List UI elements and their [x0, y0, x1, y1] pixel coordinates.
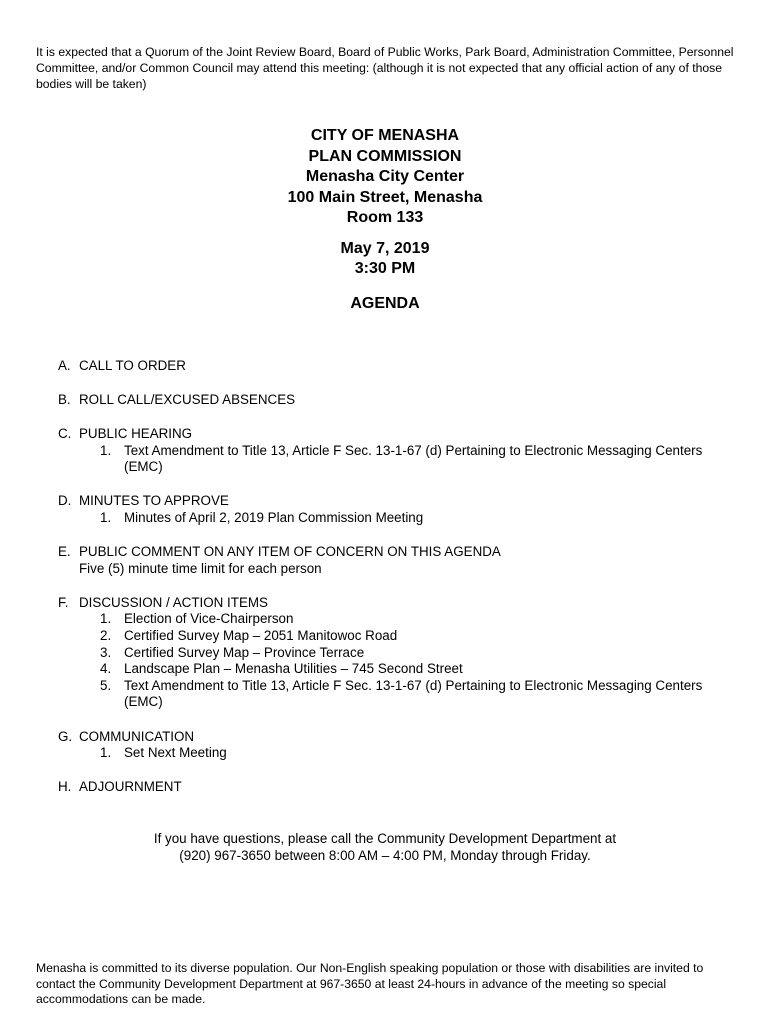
section-letter: D.: [58, 493, 72, 509]
section-items: [100, 443, 738, 476]
item-text: Text Amendment to Title 13, Article F Sec. 13-1-67 (d) Pertaining to Electronic Messaging Centers (EMC): [124, 442, 703, 475]
item-text: Certified Survey Map – Province Terrace: [124, 644, 365, 660]
agenda-section: [58, 595, 738, 711]
room-number: Room 133: [346, 209, 424, 226]
agenda-item: [100, 661, 738, 678]
item-number: 1.: [100, 442, 112, 458]
agenda-item: [100, 645, 738, 662]
agenda-item: [100, 745, 738, 762]
section-items: [100, 745, 738, 762]
org-name: CITY OF MENASHA: [310, 127, 460, 144]
section-title: CALL TO ORDER: [79, 358, 186, 373]
section-items: [100, 611, 738, 711]
section-letter: C.: [58, 426, 72, 442]
section-letter: B.: [58, 392, 71, 408]
item-number: 2.: [100, 628, 112, 644]
section-letter: G.: [58, 728, 73, 744]
agenda-list: [58, 358, 738, 813]
item-text: Election of Vice-Chairperson: [124, 611, 294, 627]
agenda-section: [58, 358, 738, 375]
item-text: Landscape Plan – Menasha Utilities – 745 Second Street: [124, 661, 463, 677]
agenda-item: [100, 443, 738, 476]
agenda-section: [58, 392, 738, 409]
section-title: DISCUSSION / ACTION ITEMS: [79, 594, 268, 610]
section-letter: A.: [58, 358, 71, 373]
contact-info: [0, 831, 770, 864]
section-letter: F.: [58, 594, 69, 610]
section-title: ADJOURNMENT: [79, 779, 182, 795]
section-items: [100, 510, 738, 527]
agenda-item: [100, 628, 738, 645]
agenda-title: AGENDA: [350, 294, 420, 312]
item-text: Certified Survey Map – 2051 Manitowoc Road: [124, 628, 398, 644]
meeting-header: [0, 126, 770, 314]
item-text: Set Next Meeting: [124, 745, 227, 761]
section-title: ROLL CALL/EXCUSED ABSENCES: [79, 392, 296, 408]
agenda-item: [100, 611, 738, 628]
agenda-section: [58, 544, 738, 577]
meeting-time: 3:30 PM: [354, 260, 416, 277]
agenda-section: [58, 426, 738, 476]
venue-address: 100 Main Street, Menasha: [287, 188, 483, 206]
agenda-item: [100, 510, 738, 527]
venue-name: Menasha City Center: [305, 168, 465, 185]
item-number: 3.: [100, 644, 112, 660]
contact-line-1: If you have questions, please call the Community Development Department at: [153, 831, 617, 846]
quorum-notice: It is expected that a Quorum of the Joint Review Board, Board of Public Works, Park Board, Administration Committee, Personnel Committee, and/or Common Council may attend this meeting: (although it is not expected that any official action of any of those bodies will be taken): [36, 45, 734, 91]
item-text: Text Amendment to Title 13, Article F Sec. 13-1-67 (d) Pertaining to Electronic Messaging Centers (EMC): [124, 677, 703, 710]
agenda-section: [58, 779, 738, 796]
section-letter: H.: [58, 779, 72, 795]
commission-name: PLAN COMMISSION: [308, 147, 462, 165]
item-number: 5.: [100, 677, 112, 693]
section-title: PUBLIC COMMENT ON ANY ITEM OF CONCERN ON THIS AGENDA: [79, 544, 501, 560]
agenda-section: [58, 729, 738, 762]
meeting-date: May 7, 2019: [340, 239, 430, 257]
section-title: PUBLIC HEARING: [79, 426, 193, 442]
section-title: COMMUNICATION: [79, 728, 195, 744]
section-letter: E.: [58, 544, 71, 560]
section-title: MINUTES TO APPROVE: [79, 493, 229, 509]
item-number: 1.: [100, 611, 112, 627]
agenda-item: [100, 678, 738, 711]
contact-line-2: (920) 967-3650 between 8:00 AM – 4:00 PM, Monday through Friday.: [179, 847, 591, 863]
item-number: 4.: [100, 661, 112, 677]
section-note: Five (5) minute time limit for each person: [79, 560, 322, 576]
item-number: 1.: [100, 745, 112, 761]
agenda-section: [58, 493, 738, 526]
item-number: 1.: [100, 510, 112, 526]
item-text: Minutes of April 2, 2019 Plan Commission Meeting: [124, 510, 424, 526]
accessibility-notice: Menasha is committed to its diverse population. Our Non-English speaking population or those with disabilities are invited to contact the Community Development Department at 967-3650 at least 24-hours in advance of the meeting so special accommodations can be made.: [36, 961, 704, 1006]
